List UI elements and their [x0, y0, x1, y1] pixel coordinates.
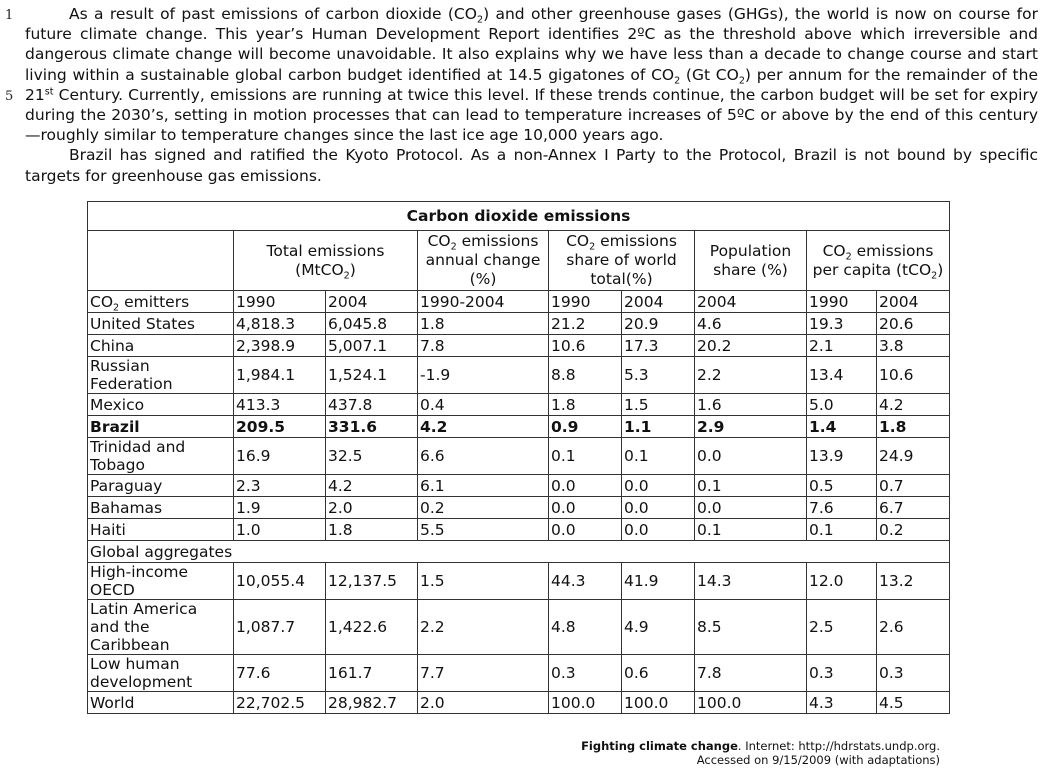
table-cell: 0.3 [877, 655, 950, 692]
table-cell: 10,055.4 [234, 563, 326, 600]
table-cell: 21.2 [549, 313, 622, 335]
table-cell: 2.9 [695, 416, 807, 438]
table-cell: 209.5 [234, 416, 326, 438]
table-cell: 161.7 [326, 655, 418, 692]
paragraph-2: Brazil has signed and ratified the Kyoto Protocol. As a non-Annex I Party to the Protocol, Brazil is not bound by specific targets for greenhouse gas emissions. [25, 146, 1038, 185]
table-cell: 2.2 [695, 357, 807, 394]
table-cell: 3.8 [877, 335, 950, 357]
row-label: United States [88, 313, 234, 335]
subheader-cell: 2004 [622, 291, 695, 313]
table-cell: 24.9 [877, 438, 950, 475]
table-cell: 0.5 [807, 475, 877, 497]
table-cell: 16.9 [234, 438, 326, 475]
table-cell: 0.1 [695, 519, 807, 541]
table-cell: 19.3 [807, 313, 877, 335]
table-row [88, 313, 950, 335]
header-population-share: Population share (%) [695, 231, 807, 291]
table-row [88, 655, 950, 692]
table-cell: 12,137.5 [326, 563, 418, 600]
row-label: Low human development [88, 655, 234, 692]
table-cell: 0.0 [695, 497, 807, 519]
table-cell: 4.3 [807, 692, 877, 714]
table-cell: 10.6 [549, 335, 622, 357]
table-cell: 0.0 [622, 475, 695, 497]
table-cell: 0.0 [549, 519, 622, 541]
table-cell: 0.0 [549, 497, 622, 519]
table-cell: 1.0 [234, 519, 326, 541]
table-cell: 0.9 [549, 416, 622, 438]
subheader-cell: 2004 [877, 291, 950, 313]
table-cell: 6,045.8 [326, 313, 418, 335]
table-cell: 0.2 [877, 519, 950, 541]
table-cell: 17.3 [622, 335, 695, 357]
table-cell: 437.8 [326, 394, 418, 416]
table-cell: 0.2 [418, 497, 549, 519]
table-cell: 0.6 [622, 655, 695, 692]
table-cell: 1,422.6 [326, 600, 418, 655]
source-citation [581, 739, 940, 767]
table-cell: 1.8 [418, 313, 549, 335]
table-row [88, 335, 950, 357]
source-accessed: Accessed on 9/15/2009 (with adaptations) [696, 753, 940, 767]
subheader-cell: 2004 [326, 291, 418, 313]
table-cell: 10.6 [877, 357, 950, 394]
table-cell: 7.8 [695, 655, 807, 692]
section-row [88, 541, 950, 563]
row-label: High-income OECD [88, 563, 234, 600]
table-cell: 0.3 [807, 655, 877, 692]
table-cell: 20.2 [695, 335, 807, 357]
table-cell: 6.1 [418, 475, 549, 497]
table-row [88, 416, 950, 438]
table-row [88, 357, 950, 394]
table-cell: 4.6 [695, 313, 807, 335]
subheader-cell: 1990 [807, 291, 877, 313]
table-cell: 7.7 [418, 655, 549, 692]
table-cell: 1.4 [807, 416, 877, 438]
row-label: Brazil [88, 416, 234, 438]
table-row [88, 519, 950, 541]
header-per-capita: $CO_2$ emissions per capita (tCO$_2$) [807, 231, 950, 291]
table-cell: 13.2 [877, 563, 950, 600]
table-row [88, 438, 950, 475]
table-cell: 5.3 [622, 357, 695, 394]
table-cell: 2.0 [418, 692, 549, 714]
header-world-share: $CO_2$ emissions share of world total(%) [549, 231, 695, 291]
table-cell: 0.0 [549, 475, 622, 497]
table-cell: 4.2 [418, 416, 549, 438]
row-label: China [88, 335, 234, 357]
line-number-1: 1 [5, 8, 14, 23]
table-cell: 4.5 [877, 692, 950, 714]
table-cell: 100.0 [695, 692, 807, 714]
row-label: Bahamas [88, 497, 234, 519]
table-cell: 0.0 [622, 519, 695, 541]
table-cell: 77.6 [234, 655, 326, 692]
table-cell: 100.0 [549, 692, 622, 714]
table-cell: 1,524.1 [326, 357, 418, 394]
passage [25, 4, 1038, 186]
table-cell: 4.2 [326, 475, 418, 497]
table-cell: 8.5 [695, 600, 807, 655]
table-row [88, 692, 950, 714]
table-cell: 4.2 [877, 394, 950, 416]
section-label: Global aggregates [88, 541, 950, 563]
row-label: Haiti [88, 519, 234, 541]
table-cell: 1.8 [877, 416, 950, 438]
table-cell: 7.6 [807, 497, 877, 519]
table-title: Carbon dioxide emissions [88, 202, 950, 231]
table-cell: 5.5 [418, 519, 549, 541]
table-row [88, 394, 950, 416]
table-cell: 28,982.7 [326, 692, 418, 714]
table-cell: 1.1 [622, 416, 695, 438]
table-cell: 20.6 [877, 313, 950, 335]
table-cell: 2.0 [326, 497, 418, 519]
source-url: . Internet: http://hdrstats.undp.org. [737, 739, 940, 753]
table-cell: 2,398.9 [234, 335, 326, 357]
table-cell: 0.0 [695, 438, 807, 475]
table-cell: 1.8 [326, 519, 418, 541]
table-cell: 5,007.1 [326, 335, 418, 357]
table-cell: 0.1 [549, 438, 622, 475]
table-cell: 2.2 [418, 600, 549, 655]
table-cell: 1.5 [622, 394, 695, 416]
table-cell: 100.0 [622, 692, 695, 714]
row-label: Mexico [88, 394, 234, 416]
table-row [88, 497, 950, 519]
table-cell: 22,702.5 [234, 692, 326, 714]
table-row [88, 475, 950, 497]
subheader-cell: 1990 [234, 291, 326, 313]
line-number-5: 5 [5, 89, 14, 104]
table-row [88, 600, 950, 655]
row-label: Paraguay [88, 475, 234, 497]
table-cell: 4.9 [622, 600, 695, 655]
table-cell: 6.6 [418, 438, 549, 475]
table-cell: 4.8 [549, 600, 622, 655]
row-label: Trinidad and Tobago [88, 438, 234, 475]
table-cell: 0.0 [622, 497, 695, 519]
table-cell: 7.8 [418, 335, 549, 357]
header-total-emissions: Total emissions (MtCO$_2$) [234, 231, 418, 291]
table-cell: 32.5 [326, 438, 418, 475]
table-cell: 1.9 [234, 497, 326, 519]
table-cell: 13.9 [807, 438, 877, 475]
subheader-cell: 2004 [695, 291, 807, 313]
header-empty [88, 231, 234, 291]
table-cell: 13.4 [807, 357, 877, 394]
table-cell: 1.8 [549, 394, 622, 416]
table-cell: 1,984.1 [234, 357, 326, 394]
table-cell: 0.1 [622, 438, 695, 475]
header-annual-change: $CO_2$ emissions annual change (%) [418, 231, 549, 291]
subheader-label: $CO_2$ emitters [88, 291, 234, 313]
row-label: World [88, 692, 234, 714]
source-title: Fighting climate change [581, 739, 738, 753]
table-cell: 12.0 [807, 563, 877, 600]
table-cell: 4,818.3 [234, 313, 326, 335]
table-cell: 413.3 [234, 394, 326, 416]
table-cell: -1.9 [418, 357, 549, 394]
table-cell: 20.9 [622, 313, 695, 335]
paragraph-1: As a result of past emissions of carbon dioxide $(CO_2)$ and other greenhouse gases (GHGs), the world is now on course for future climate change. This year’s Human Development Report identifies 2ºC as the threshold above which irreversible and dangerous climate change will become unavoidable. It also explains why we have less than a decade to change course and start living within a sustainable global carbon budget identified at 14.5 gigatones of $CO_2$ (Gt $CO_2$) per annum for the remainder of the 21st Century. Currently, emissions are running at twice this level. If these trends continue, the carbon budget will be set for expiry during the 2030’s, setting in motion processes that can lead to temperature increases of 5ºC or above by the end of this century—roughly similar to temperature changes since the last ice age 10,000 years ago. [25, 5, 1038, 145]
row-label: Latin America and the Caribbean [88, 600, 234, 655]
row-label: Russian Federation [88, 357, 234, 394]
table-cell: 5.0 [807, 394, 877, 416]
table-cell: 1,087.7 [234, 600, 326, 655]
table-row [88, 563, 950, 600]
table-cell: 2.5 [807, 600, 877, 655]
table-cell: 0.4 [418, 394, 549, 416]
table-cell: 2.1 [807, 335, 877, 357]
subheader-row [88, 291, 950, 313]
table-cell: 0.3 [549, 655, 622, 692]
table-cell: 0.1 [695, 475, 807, 497]
table-cell: 0.1 [807, 519, 877, 541]
subheader-cell: 1990 [549, 291, 622, 313]
table-cell: 8.8 [549, 357, 622, 394]
table-cell: 1.6 [695, 394, 807, 416]
table-cell: 6.7 [877, 497, 950, 519]
emissions-table [87, 201, 950, 714]
table-cell: 44.3 [549, 563, 622, 600]
subheader-cell: 1990-2004 [418, 291, 549, 313]
table-cell: 2.3 [234, 475, 326, 497]
table-cell: 331.6 [326, 416, 418, 438]
table-cell: 1.5 [418, 563, 549, 600]
table-cell: 0.7 [877, 475, 950, 497]
table-cell: 2.6 [877, 600, 950, 655]
table-cell: 41.9 [622, 563, 695, 600]
table-cell: 14.3 [695, 563, 807, 600]
